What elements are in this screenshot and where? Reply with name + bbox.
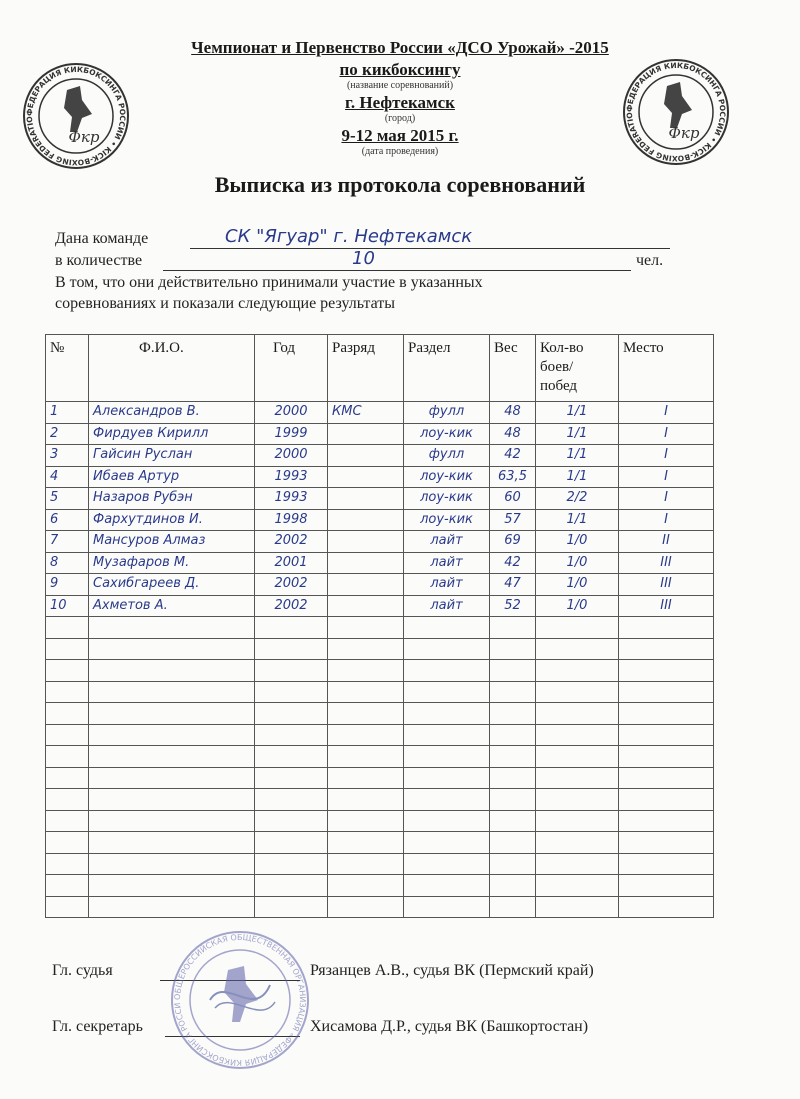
cell-empty	[328, 896, 404, 918]
cell-number: 6	[46, 509, 89, 531]
cell-empty	[328, 724, 404, 746]
header-fights: Кол-во боев/ побед	[536, 335, 619, 402]
cell-year: 2001	[255, 552, 328, 574]
intro-line-2: соревнованиях и показали следующие результаты	[55, 295, 396, 312]
cell-name: Мансуров Алмаз	[89, 531, 255, 553]
judge-label: Гл. судья	[52, 962, 113, 979]
cell-empty	[328, 617, 404, 639]
cell-empty	[46, 638, 89, 660]
header-weight: Вес	[490, 335, 536, 402]
cell-empty	[490, 875, 536, 897]
table-row-empty	[46, 724, 714, 746]
table-row	[46, 595, 714, 617]
cell-empty	[619, 789, 714, 811]
table-row	[46, 466, 714, 488]
cell-weight: 60	[490, 488, 536, 510]
cell-rank	[328, 531, 404, 553]
cell-name: Музафаров М.	[89, 552, 255, 574]
cell-year: 2002	[255, 531, 328, 553]
cell-rank	[328, 488, 404, 510]
competition-city: г. Нефтекамск	[345, 93, 455, 112]
count-value: 10	[352, 248, 375, 269]
cell-empty	[255, 746, 328, 768]
cell-empty	[89, 896, 255, 918]
cell-empty	[255, 832, 328, 854]
cell-empty	[536, 724, 619, 746]
table-row-empty	[46, 660, 714, 682]
cell-name: Александров В.	[89, 402, 255, 424]
document-title: Выписка из протокола соревнований	[214, 172, 586, 197]
count-label: в количестве	[55, 252, 143, 269]
cell-division: лоу-кик	[404, 509, 490, 531]
cell-weight: 52	[490, 595, 536, 617]
cell-empty	[404, 724, 490, 746]
cell-empty	[619, 746, 714, 768]
table-row-empty	[46, 875, 714, 897]
table-row	[46, 531, 714, 553]
cell-division: фулл	[404, 445, 490, 467]
secretary-name: Хисамова Д.Р., судья ВК (Башкортостан)	[310, 1018, 589, 1035]
intro-line-1: В том, что они действительно принимали участие в указанных	[55, 274, 483, 291]
cell-empty	[619, 703, 714, 725]
table-row	[46, 552, 714, 574]
cell-rank	[328, 466, 404, 488]
header-name: Ф.И.О.	[89, 335, 255, 402]
cell-empty	[619, 875, 714, 897]
count-unit: чел.	[636, 252, 664, 269]
cell-empty	[490, 660, 536, 682]
table-row-empty	[46, 703, 714, 725]
caption-dates: (дата проведения)	[361, 146, 439, 157]
cell-division: лоу-кик	[404, 488, 490, 510]
logo-mark-left: Фкр	[68, 128, 100, 146]
cell-empty	[328, 746, 404, 768]
competition-title: Чемпионат и Первенство России «ДСО Урожай» -2015	[191, 38, 609, 57]
cell-empty	[536, 810, 619, 832]
logo-ring-text-left: ФЕДЕРАЦИЯ КИКБОКСИНГА РОССИИ • KICK-BOXING FEDERATIO	[24, 64, 128, 168]
cell-empty	[619, 660, 714, 682]
cell-weight: 48	[490, 423, 536, 445]
cell-year: 2000	[255, 402, 328, 424]
cell-place: I	[619, 488, 714, 510]
cell-place: I	[619, 509, 714, 531]
table-body	[46, 402, 714, 918]
table-row-empty	[46, 746, 714, 768]
cell-year: 1998	[255, 509, 328, 531]
cell-empty	[328, 789, 404, 811]
cell-empty	[490, 617, 536, 639]
cell-empty	[619, 681, 714, 703]
cell-number: 5	[46, 488, 89, 510]
cell-place: III	[619, 552, 714, 574]
cell-empty	[46, 832, 89, 854]
stamp-ring-text: ОБЩЕРОССИЙСКАЯ ОБЩЕСТВЕННАЯ ОРГАНИЗАЦИЯ «ФЕДЕРАЦИЯ КИКБОКСИНГА РОССИ	[172, 932, 308, 1068]
cell-weight: 57	[490, 509, 536, 531]
cell-rank	[328, 423, 404, 445]
cell-empty	[255, 703, 328, 725]
cell-empty	[619, 853, 714, 875]
team-underline	[190, 248, 670, 249]
cell-number: 2	[46, 423, 89, 445]
cell-empty	[255, 875, 328, 897]
cell-number: 1	[46, 402, 89, 424]
cell-empty	[404, 810, 490, 832]
cell-fights: 1/0	[536, 552, 619, 574]
cell-empty	[89, 724, 255, 746]
caption-city: (город)	[384, 113, 416, 124]
logo-ring-text-right: ФЕДЕРАЦИЯ КИКБОКСИНГА РОССИИ • KICK-BOXING FEDERATIO	[624, 60, 728, 164]
cell-empty	[404, 896, 490, 918]
cell-empty	[536, 832, 619, 854]
cell-empty	[404, 617, 490, 639]
cell-empty	[255, 681, 328, 703]
cell-fights: 1/1	[536, 423, 619, 445]
cell-empty	[536, 875, 619, 897]
cell-empty	[46, 660, 89, 682]
cell-division: лайт	[404, 552, 490, 574]
cell-place: II	[619, 531, 714, 553]
cell-empty	[404, 832, 490, 854]
cell-empty	[255, 767, 328, 789]
cell-empty	[89, 746, 255, 768]
cell-empty	[89, 617, 255, 639]
cell-empty	[328, 767, 404, 789]
cell-year: 2002	[255, 595, 328, 617]
cell-place: I	[619, 445, 714, 467]
cell-empty	[46, 875, 89, 897]
cell-empty	[490, 789, 536, 811]
cell-empty	[255, 896, 328, 918]
team-value: СК "Ягуар" г. Нефтекамск	[225, 226, 473, 247]
cell-empty	[536, 681, 619, 703]
cell-name: Фирдуев Кирилл	[89, 423, 255, 445]
cell-division: лоу-кик	[404, 466, 490, 488]
cell-empty	[404, 746, 490, 768]
cell-empty	[46, 853, 89, 875]
cell-fights: 1/1	[536, 445, 619, 467]
cell-empty	[404, 789, 490, 811]
cell-name: Сахибгареев Д.	[89, 574, 255, 596]
cell-empty	[619, 832, 714, 854]
cell-fights: 2/2	[536, 488, 619, 510]
cell-empty	[536, 660, 619, 682]
cell-empty	[490, 703, 536, 725]
cell-empty	[255, 810, 328, 832]
cell-empty	[89, 789, 255, 811]
cell-empty	[490, 896, 536, 918]
cell-empty	[46, 724, 89, 746]
header-rank: Разряд	[328, 335, 404, 402]
cell-division: фулл	[404, 402, 490, 424]
table-row	[46, 423, 714, 445]
cell-division: лайт	[404, 595, 490, 617]
results-table	[45, 334, 714, 918]
cell-empty	[536, 617, 619, 639]
cell-empty	[536, 896, 619, 918]
cell-fights: 1/1	[536, 509, 619, 531]
caption-competition-name: (название соревнований)	[346, 80, 454, 91]
cell-empty	[404, 703, 490, 725]
count-underline	[163, 270, 631, 271]
cell-name: Фархутдинов И.	[89, 509, 255, 531]
table-row	[46, 509, 714, 531]
cell-empty	[89, 767, 255, 789]
cell-empty	[46, 789, 89, 811]
table-row	[46, 402, 714, 424]
cell-empty	[404, 660, 490, 682]
secretary-label: Гл. секретарь	[52, 1018, 143, 1035]
cell-empty	[89, 875, 255, 897]
cell-place: III	[619, 574, 714, 596]
cell-empty	[255, 617, 328, 639]
cell-empty	[490, 724, 536, 746]
cell-fights: 1/0	[536, 574, 619, 596]
cell-fights: 1/0	[536, 531, 619, 553]
cell-empty	[536, 746, 619, 768]
table-row-empty	[46, 617, 714, 639]
cell-empty	[89, 681, 255, 703]
cell-empty	[328, 810, 404, 832]
cell-number: 4	[46, 466, 89, 488]
cell-empty	[404, 681, 490, 703]
competition-header	[0, 38, 800, 157]
cell-division: лоу-кик	[404, 423, 490, 445]
cell-empty	[328, 703, 404, 725]
cell-empty	[89, 832, 255, 854]
cell-empty	[619, 724, 714, 746]
cell-rank	[328, 445, 404, 467]
table-row	[46, 574, 714, 596]
team-label: Дана команде	[55, 230, 149, 247]
judge-name: Рязанцев А.В., судья ВК (Пермский край)	[310, 962, 594, 979]
cell-year: 1993	[255, 488, 328, 510]
cell-place: I	[619, 423, 714, 445]
cell-empty	[490, 767, 536, 789]
cell-empty	[89, 703, 255, 725]
cell-empty	[255, 660, 328, 682]
table-row-empty	[46, 853, 714, 875]
cell-number: 7	[46, 531, 89, 553]
cell-empty	[536, 767, 619, 789]
cell-weight: 69	[490, 531, 536, 553]
cell-place: III	[619, 595, 714, 617]
cell-empty	[490, 853, 536, 875]
cell-year: 1993	[255, 466, 328, 488]
cell-empty	[404, 767, 490, 789]
cell-empty	[404, 853, 490, 875]
header-place: Место	[619, 335, 714, 402]
cell-empty	[89, 660, 255, 682]
official-stamp	[170, 930, 310, 1070]
cell-empty	[328, 832, 404, 854]
cell-weight: 63,5	[490, 466, 536, 488]
cell-fights: 1/0	[536, 595, 619, 617]
cell-empty	[255, 638, 328, 660]
cell-empty	[46, 810, 89, 832]
table-row-empty	[46, 896, 714, 918]
table-row-empty	[46, 638, 714, 660]
cell-number: 9	[46, 574, 89, 596]
cell-year: 2000	[255, 445, 328, 467]
cell-weight: 42	[490, 445, 536, 467]
cell-empty	[328, 660, 404, 682]
cell-number: 10	[46, 595, 89, 617]
cell-empty	[404, 638, 490, 660]
cell-empty	[490, 810, 536, 832]
cell-empty	[490, 638, 536, 660]
cell-empty	[328, 638, 404, 660]
cell-empty	[536, 638, 619, 660]
competition-sport: по кикбоксингу	[339, 60, 461, 79]
cell-empty	[619, 896, 714, 918]
cell-empty	[619, 638, 714, 660]
cell-empty	[46, 703, 89, 725]
table-row-empty	[46, 767, 714, 789]
table-row-empty	[46, 789, 714, 811]
table-row-empty	[46, 832, 714, 854]
cell-empty	[46, 681, 89, 703]
cell-empty	[328, 875, 404, 897]
table-header-row	[46, 335, 714, 402]
cell-empty	[328, 853, 404, 875]
cell-empty	[255, 789, 328, 811]
cell-weight: 42	[490, 552, 536, 574]
cell-empty	[619, 810, 714, 832]
competition-dates: 9-12 мая 2015 г.	[341, 126, 459, 145]
cell-rank	[328, 574, 404, 596]
cell-name: Назаров Рубэн	[89, 488, 255, 510]
cell-rank	[328, 552, 404, 574]
cell-empty	[619, 617, 714, 639]
header-number: №	[46, 335, 89, 402]
cell-empty	[46, 896, 89, 918]
cell-empty	[490, 832, 536, 854]
cell-empty	[255, 724, 328, 746]
cell-weight: 48	[490, 402, 536, 424]
cell-empty	[46, 617, 89, 639]
cell-rank	[328, 595, 404, 617]
header-division: Раздел	[404, 335, 490, 402]
cell-number: 8	[46, 552, 89, 574]
cell-empty	[89, 810, 255, 832]
cell-empty	[328, 681, 404, 703]
logo-mark-right: Фкр	[668, 124, 700, 142]
table-row-empty	[46, 681, 714, 703]
cell-empty	[255, 853, 328, 875]
cell-year: 1999	[255, 423, 328, 445]
cell-division: лайт	[404, 574, 490, 596]
cell-empty	[46, 767, 89, 789]
header-year: Год	[255, 335, 328, 402]
cell-empty	[404, 875, 490, 897]
cell-fights: 1/1	[536, 466, 619, 488]
cell-place: I	[619, 402, 714, 424]
cell-fights: 1/1	[536, 402, 619, 424]
cell-name: Ахметов А.	[89, 595, 255, 617]
cell-place: I	[619, 466, 714, 488]
cell-empty	[490, 746, 536, 768]
cell-empty	[46, 746, 89, 768]
cell-number: 3	[46, 445, 89, 467]
cell-empty	[89, 638, 255, 660]
cell-empty	[490, 681, 536, 703]
cell-division: лайт	[404, 531, 490, 553]
cell-empty	[536, 789, 619, 811]
table-row	[46, 445, 714, 467]
cell-rank	[328, 509, 404, 531]
cell-empty	[536, 703, 619, 725]
table-row-empty	[46, 810, 714, 832]
cell-year: 2002	[255, 574, 328, 596]
cell-rank: КМС	[328, 402, 404, 424]
cell-empty	[536, 853, 619, 875]
table-row	[46, 488, 714, 510]
cell-name: Ибаев Артур	[89, 466, 255, 488]
cell-name: Гайсин Руслан	[89, 445, 255, 467]
cell-weight: 47	[490, 574, 536, 596]
cell-empty	[89, 853, 255, 875]
cell-empty	[619, 767, 714, 789]
